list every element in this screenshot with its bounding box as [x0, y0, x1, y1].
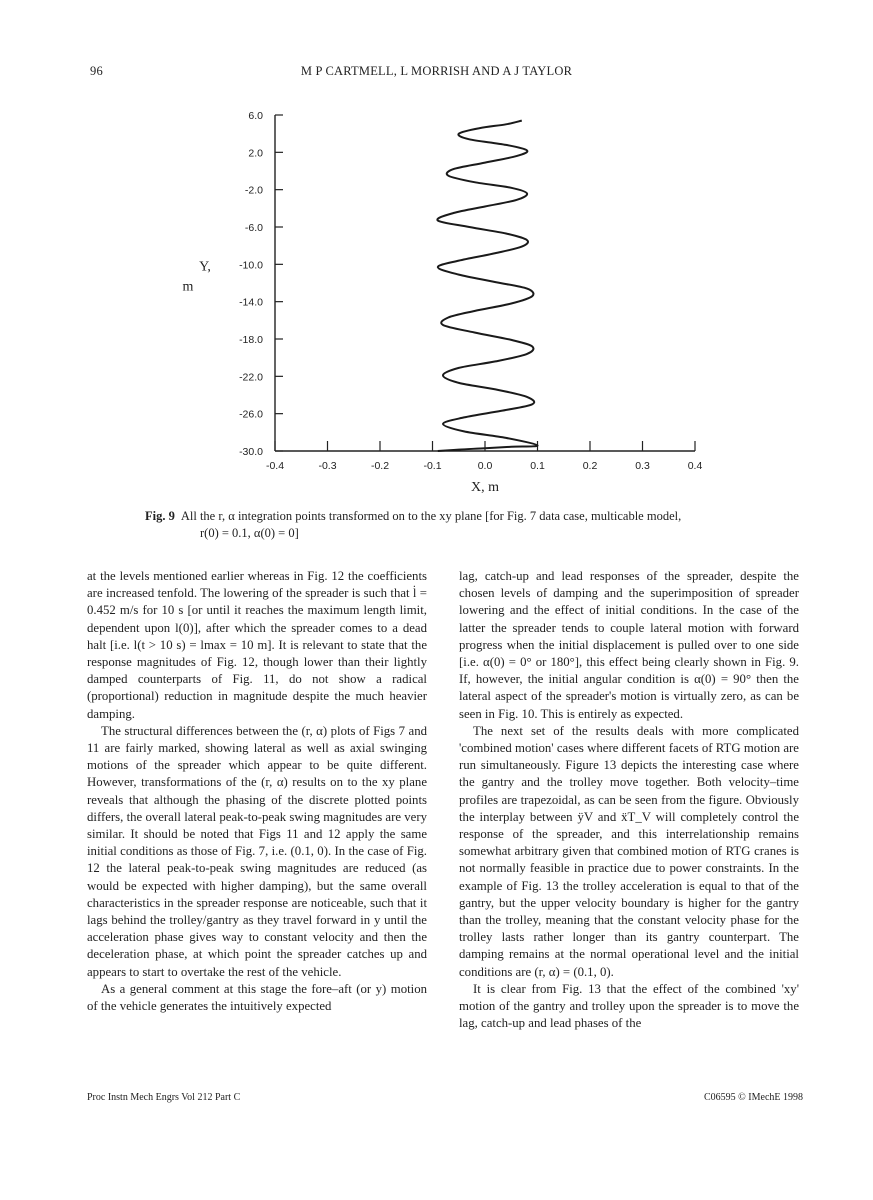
y-tick-label: 6.0: [248, 110, 263, 122]
figure-9-chart: [160, 95, 720, 495]
paragraph: lag, catch-up and lead responses of the spreader, despite the chosen levels of damping and the superimposition of spreader lowering and the effect of initial conditions. In the case of the latter the spreader tends to couple lateral motion with forward progress when the initial displacement is pulled over to one side [i.e. α(0) = 0° or 180°], this effect being clearly shown in Fig. 9. If, however, the initial angular condition is α(0) = 90° then the lateral aspect of the spreader's motion is virtually zero, as can be seen in Fig. 10. This is entirely as expected.: [459, 569, 799, 721]
x-tick-label: 0.1: [530, 460, 545, 472]
paragraph: The next set of the results deals with more complicated 'combined motion' cases where different facets of RTG motion are run simultaneously. Figure 13 depicts the interesting case where the gantry and the trolley move together. Both velocity–time profiles are trapezoidal, as can be seen from the figure. Obviously the interplay between ÿV and ẍT_V will completely control the response of the spreader, and this interrelationship remains somewhat arbitrary given that combined motion of RTG cranes is not normally feasible in practice due to power constraints. In the example of Fig. 13 the trolley acceleration is equal to that of the gantry, but the upper velocity boundary is higher for the gantry than the trolley, meaning that the constant velocity phase for the trolley lasts rather longer than its gantry counterpart. The damping remains at the normal operational level and the initial conditions are (r, α) = (0.1, 0).: [459, 723, 799, 979]
paragraph: at the levels mentioned earlier whereas in Fig. 12 the coefficients are increased tenfold. The lowering of the spreader is such that l̇ = 0.452 m/s for 10 s [or until it reaches the maximum length limit, dependent upon l(0)], after which the spreader comes to a dead halt [i.e. l(t > 10 s) = lmax = 10 m]. It is relevant to state that the response magnitudes of Fig. 12, though lower than their lightly damped counterparts of Fig. 11, do not show a radical (proportional) reduction in magnitude despite the much heavier damping.: [87, 569, 427, 721]
left-column: [87, 568, 427, 1015]
running-head: M P CARTMELL, L MORRISH AND A J TAYLOR: [300, 64, 573, 78]
caption-text: All the r, α integration points transformed on to the xy plane [for Fig. 7 data case, multicable model,: [180, 509, 682, 523]
footer-copyright: C06595 © IMechE 1998: [704, 1092, 803, 1103]
y-tick-label: -14.0: [239, 296, 263, 309]
y-tick-label: -26.0: [239, 408, 263, 421]
x-tick-label: -0.1: [423, 460, 442, 472]
figure-caption: [145, 508, 755, 542]
x-tick-label: 0.0: [477, 460, 493, 472]
paragraph: The structural differences between the (r, α) plots of Figs 7 and 11 are fairly marked, showing lateral as well as axial swinging motions of the spreader which appear to be quite different. However, transformations of the (r, α) results on to the xy plane reveals that although the phasing of the discrete plotted points differs, the overall lateral peak-to-peak swing magnitudes are very similar. It should be noted that Figs 11 and 12 apply the same initial conditions as those of Fig. 7, i.e. (0.1, 0). In the case of Fig. 12 the lateral peak-to-peak swing magnitudes are reduced (as would be expected with higher damping), but the same overall characteristics in the spreader response are noticeable, such that it lags behind the trolley/gantry as they travel forward in y until the acceleration phase gives way to constant velocity and then the deceleration phase, at which point the spreader catches up and appears to start to overtake the rest of the vehicle.: [87, 723, 427, 979]
chart-axes: [275, 115, 695, 451]
x-tick-label: 0.2: [582, 460, 598, 472]
y-axis-label: Y,: [199, 259, 211, 275]
x-tick-label: 0.3: [635, 460, 650, 472]
x-tick-labels: [266, 460, 702, 472]
y-axis-unit: m: [182, 279, 194, 295]
y-tick-label: -30.0: [239, 446, 263, 458]
x-tick-label: -0.2: [370, 460, 390, 472]
y-tick-label: -6.0: [244, 222, 263, 234]
y-tick-label: -10.0: [239, 259, 263, 272]
trajectory-line: [437, 121, 537, 451]
caption-text-cont: r(0) = 0.1, α(0) = 0]: [200, 526, 299, 540]
y-tick-label: -22.0: [239, 371, 263, 384]
paragraph: It is clear from Fig. 13 that the effect of the combined 'xy' motion of the gantry and trolley upon the spreader is to move the lag, catch-up and lead phases of the: [459, 981, 799, 1031]
footer-journal: Proc Instn Mech Engrs Vol 212 Part C: [87, 1092, 241, 1103]
y-tick-label: 2.0: [248, 147, 263, 160]
right-column: [459, 568, 799, 1032]
caption-label: Fig. 9: [145, 509, 175, 523]
y-tick-label: -18.0: [239, 334, 263, 346]
page-number: 96: [90, 64, 103, 78]
x-tick-label: -0.3: [318, 460, 337, 472]
y-tick-labels: [239, 110, 263, 458]
x-tick-label: -0.4: [265, 460, 285, 472]
x-axis-label: X, m: [471, 480, 499, 495]
y-tick-label: -2.0: [244, 184, 263, 197]
x-tick-label: 0.4: [687, 460, 703, 472]
paragraph: As a general comment at this stage the fore–aft (or y) motion of the vehicle generates the intuitively expected: [87, 981, 427, 1014]
